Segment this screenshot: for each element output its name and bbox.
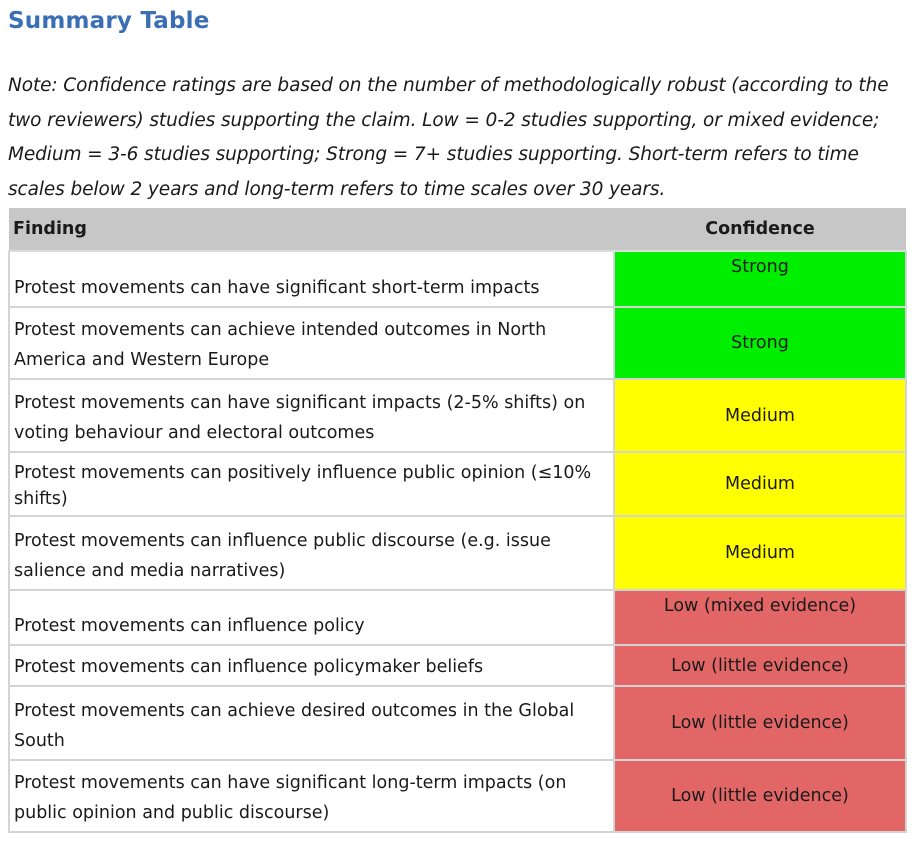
- confidence-cell: Medium: [614, 452, 906, 516]
- table-row: [9, 590, 906, 645]
- finding-cell: Protest movements can influence public discourse (e.g. issue salience and media narratives): [9, 516, 614, 590]
- table-header-row: [9, 208, 906, 251]
- finding-cell: Protest movements can achieve desired outcomes in the Global South: [9, 686, 614, 760]
- confidence-cell: Low (little evidence): [614, 645, 906, 686]
- finding-cell: Protest movements can positively influence public opinion (≤10% shifts): [9, 452, 614, 516]
- table-row: [9, 686, 906, 760]
- confidence-cell: Low (little evidence): [614, 686, 906, 760]
- confidence-cell: Medium: [614, 379, 906, 452]
- confidence-cell: Low (little evidence): [614, 760, 906, 832]
- finding-cell: Protest movements can achieve intended outcomes in North America and Western Europe: [9, 307, 614, 379]
- confidence-note: Note: Confidence ratings are based on the number of methodologically robust (according to the two reviewers) studies supporting the claim. Low = 0-2 studies supporting, or mixed evidence; Medium = 3-6 studies supporting; Strong = 7+ studies supporting. Short-term refers to time scales below 2 years and long-term refers to time scales over 30 years.: [8, 75, 889, 200]
- confidence-cell: Strong: [614, 307, 906, 379]
- page-title: Summary Table: [8, 8, 210, 34]
- summary-section: [8, 0, 908, 833]
- confidence-cell: Strong: [614, 251, 906, 307]
- confidence-column-header: Confidence: [614, 208, 906, 251]
- finding-cell: Protest movements can influence policymaker beliefs: [9, 645, 614, 686]
- finding-cell: Protest movements can have significant short-term impacts: [9, 251, 614, 307]
- finding-cell: Protest movements can influence policy: [9, 590, 614, 645]
- table-row: [9, 251, 906, 307]
- summary-table: [8, 208, 907, 833]
- table-row: [9, 516, 906, 590]
- finding-cell: Protest movements can have significant impacts (2-5% shifts) on voting behaviour and electoral outcomes: [9, 379, 614, 452]
- table-row: [9, 379, 906, 452]
- confidence-cell: Medium: [614, 516, 906, 590]
- table-row: [9, 307, 906, 379]
- table-row: [9, 760, 906, 832]
- finding-cell: Protest movements can have significant long-term impacts (on public opinion and public discourse): [9, 760, 614, 832]
- finding-column-header: Finding: [9, 208, 614, 251]
- table-row: [9, 452, 906, 516]
- table-row: [9, 645, 906, 686]
- confidence-cell: Low (mixed evidence): [614, 590, 906, 645]
